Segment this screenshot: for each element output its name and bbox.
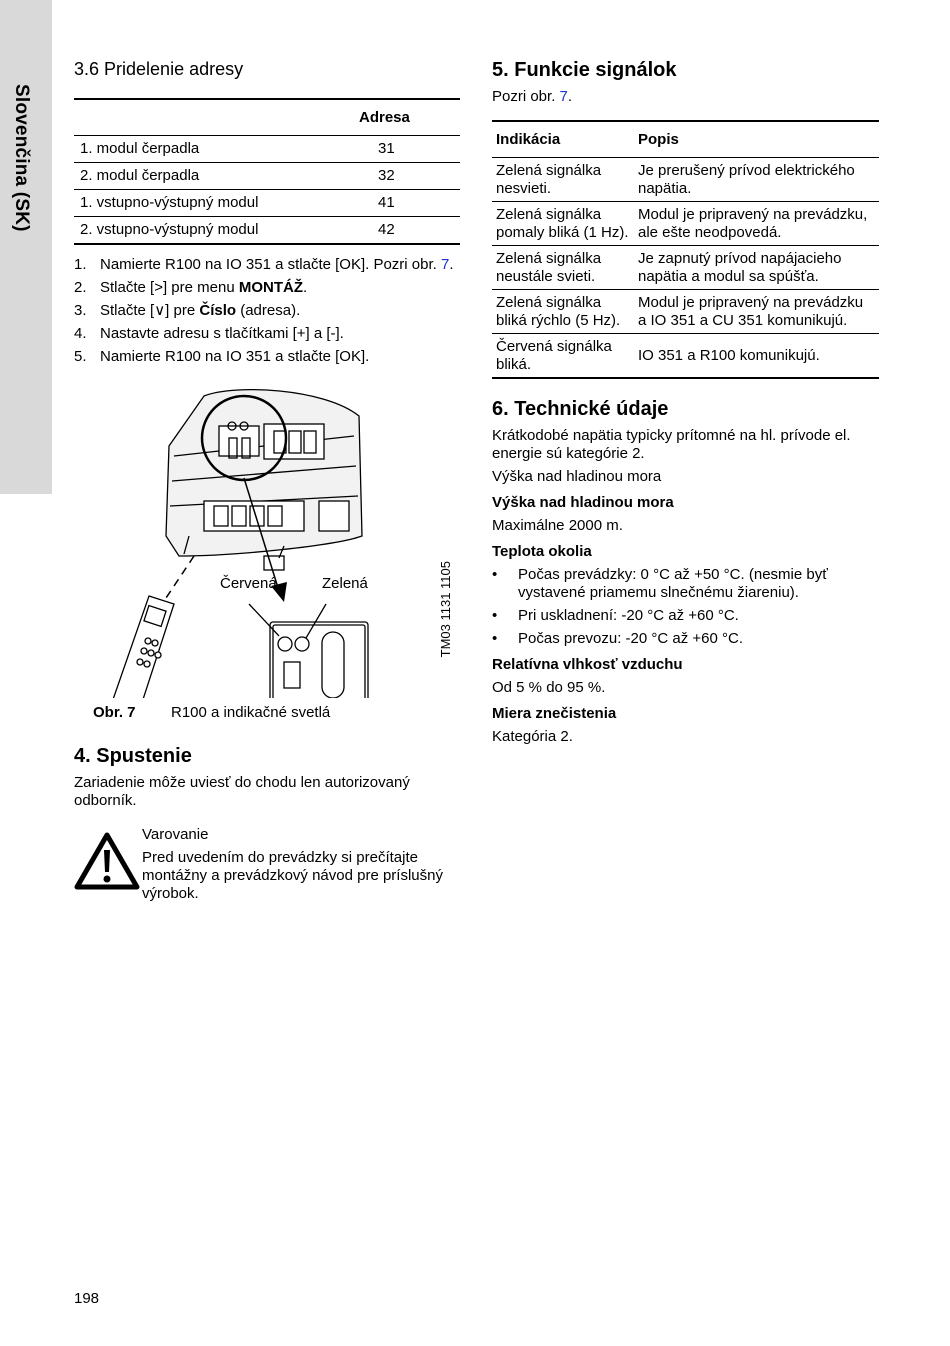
r100-io351-illustration bbox=[74, 386, 460, 698]
warning-icon bbox=[74, 826, 142, 903]
address-cell: 41 bbox=[359, 190, 460, 217]
list-item: • Počas prevádzky: 0 °C až +50 °C. (nesmie byť vystavené priamemu slnečnému žiareniu). bbox=[492, 566, 879, 602]
section-4-text: Zariadenie môže uviesť do chodu len autorizovaný odborník. bbox=[74, 774, 410, 809]
right-column bbox=[492, 58, 879, 746]
table-row bbox=[74, 136, 460, 163]
step-text-end: (adresa). bbox=[236, 302, 301, 319]
list-item bbox=[74, 325, 460, 343]
list-item bbox=[74, 348, 460, 366]
indication-cell: Červená signálka bliká. bbox=[492, 334, 634, 379]
red-led-label: Červená bbox=[220, 575, 277, 592]
step-text: Namierte R100 na IO 351 a stlačte [OK]. Pozri obr. bbox=[100, 256, 441, 273]
warning-title: Varovanie bbox=[142, 826, 209, 843]
list-item: • Počas prevozu: -20 °C až +60 °C. bbox=[492, 630, 879, 648]
temperature-list bbox=[492, 566, 879, 648]
page-number: 198 bbox=[74, 1290, 100, 1307]
table-row bbox=[74, 217, 460, 245]
step-number: 5. bbox=[74, 348, 87, 365]
figure-link[interactable]: 7 bbox=[441, 256, 450, 273]
signal-table-header-indication: Indikácia bbox=[492, 121, 634, 158]
address-table-header-address: Adresa bbox=[359, 99, 460, 136]
menu-name: Číslo bbox=[199, 302, 237, 319]
signal-table-header-description: Popis bbox=[634, 121, 879, 158]
table-row bbox=[492, 202, 879, 246]
temperature-heading: Teplota okolia bbox=[492, 543, 592, 560]
figure-caption-text: R100 a indikačné svetlá bbox=[171, 704, 331, 721]
indicator-panel-drawing bbox=[249, 604, 368, 698]
step-number: 2. bbox=[74, 279, 87, 296]
language-label: Slovenčina (SK) bbox=[11, 84, 32, 232]
altitude-line: Výška nad hladinou mora bbox=[492, 468, 662, 485]
step-text: Stlačte [∨] pre bbox=[100, 302, 200, 319]
step-text: Stlačte [>] pre menu bbox=[100, 279, 239, 296]
green-led-label: Zelená bbox=[322, 575, 368, 592]
warning-text: Pred uvedením do prevádzky si prečítajte montážny a prevádzkový návod pre príslušný výrobok. bbox=[142, 849, 443, 902]
step-number: 3. bbox=[74, 302, 87, 319]
section-4-title: 4. Spustenie bbox=[74, 745, 192, 767]
section-5-title: 5. Funkcie signálok bbox=[492, 59, 677, 81]
list-item bbox=[74, 256, 460, 274]
table-row bbox=[492, 246, 879, 290]
figure-7 bbox=[74, 386, 460, 698]
list-item bbox=[74, 302, 460, 320]
figure-link[interactable]: 7 bbox=[559, 88, 568, 105]
description-cell: Je prerušený prívod elektrického napätia. bbox=[634, 158, 879, 202]
pollution-heading: Miera znečistenia bbox=[492, 705, 617, 722]
address-cell: 32 bbox=[359, 163, 460, 190]
module-cell: 2. vstupno-výstupný modul bbox=[74, 217, 359, 245]
table-row bbox=[74, 163, 460, 190]
ref-text: Pozri obr. bbox=[492, 88, 560, 105]
section-5-ref bbox=[492, 88, 879, 106]
signal-table bbox=[492, 120, 879, 379]
section-6-title: 6. Technické údaje bbox=[492, 398, 669, 420]
figure-caption bbox=[74, 704, 460, 722]
language-side-tab bbox=[0, 0, 52, 494]
indication-cell: Zelená signálka neustále svieti. bbox=[492, 246, 634, 290]
step-text-end: . bbox=[302, 279, 308, 296]
description-cell: IO 351 a R100 komunikujú. bbox=[634, 334, 879, 379]
module-cell: 1. vstupno-výstupný modul bbox=[74, 190, 359, 217]
indication-cell: Zelená signálka pomaly bliká (1 Hz). bbox=[492, 202, 634, 246]
step-text: Nastavte adresu s tlačítkami [+] a [-]. bbox=[100, 325, 344, 342]
altitude-value: Maximálne 2000 m. bbox=[492, 517, 623, 534]
step-text-end: . bbox=[449, 256, 454, 273]
indication-cell: Zelená signálka nesvieti. bbox=[492, 158, 634, 202]
address-cell: 42 bbox=[359, 217, 460, 245]
description-cell: Modul je pripravený na prevádzku, ale ešte neodpovedá. bbox=[634, 202, 879, 246]
figure-code: TM03 1131 1105 bbox=[438, 561, 453, 658]
step-text: Namierte R100 na IO 351 a stlačte [OK]. bbox=[100, 348, 370, 365]
table-row bbox=[492, 334, 879, 379]
table-row bbox=[492, 290, 879, 334]
address-table bbox=[74, 98, 460, 245]
figure-caption-label: Obr. 7 bbox=[93, 704, 136, 721]
module-cell: 1. modul čerpadla bbox=[74, 136, 359, 163]
warning-box bbox=[74, 826, 460, 903]
description-cell: Modul je pripravený na prevádzku a IO 351 a CU 351 komunikujú. bbox=[634, 290, 879, 334]
section-6-intro: Krátkodobé napätia typicky prítomné na hl. prívode el. energie sú kategórie 2. bbox=[492, 427, 851, 462]
table-row bbox=[492, 158, 879, 202]
step-number: 4. bbox=[74, 325, 87, 342]
address-cell: 31 bbox=[359, 136, 460, 163]
pollution-value: Kategória 2. bbox=[492, 728, 573, 745]
module-cell: 2. modul čerpadla bbox=[74, 163, 359, 190]
description-cell: Je zapnutý prívod napájacieho napätia a modul sa spúšťa. bbox=[634, 246, 879, 290]
address-table-header-module bbox=[74, 99, 359, 136]
steps-list bbox=[74, 256, 460, 366]
list-item: • Pri uskladnení: -20 °C až +60 °C. bbox=[492, 607, 879, 625]
r100-remote-drawing bbox=[109, 596, 174, 698]
left-column bbox=[74, 58, 460, 903]
step-number: 1. bbox=[74, 256, 87, 273]
humidity-heading: Relatívna vlhkosť vzduchu bbox=[492, 656, 683, 673]
list-item bbox=[74, 279, 460, 297]
humidity-value: Od 5 % do 95 %. bbox=[492, 679, 606, 696]
ref-text-end: . bbox=[567, 88, 573, 105]
indication-cell: Zelená signálka bliká rýchlo (5 Hz). bbox=[492, 290, 634, 334]
section-3-6-title: 3.6 Pridelenie adresy bbox=[74, 59, 244, 79]
altitude-heading: Výška nad hladinou mora bbox=[492, 494, 674, 511]
table-row bbox=[74, 190, 460, 217]
menu-name: MONTÁŽ bbox=[238, 279, 303, 296]
